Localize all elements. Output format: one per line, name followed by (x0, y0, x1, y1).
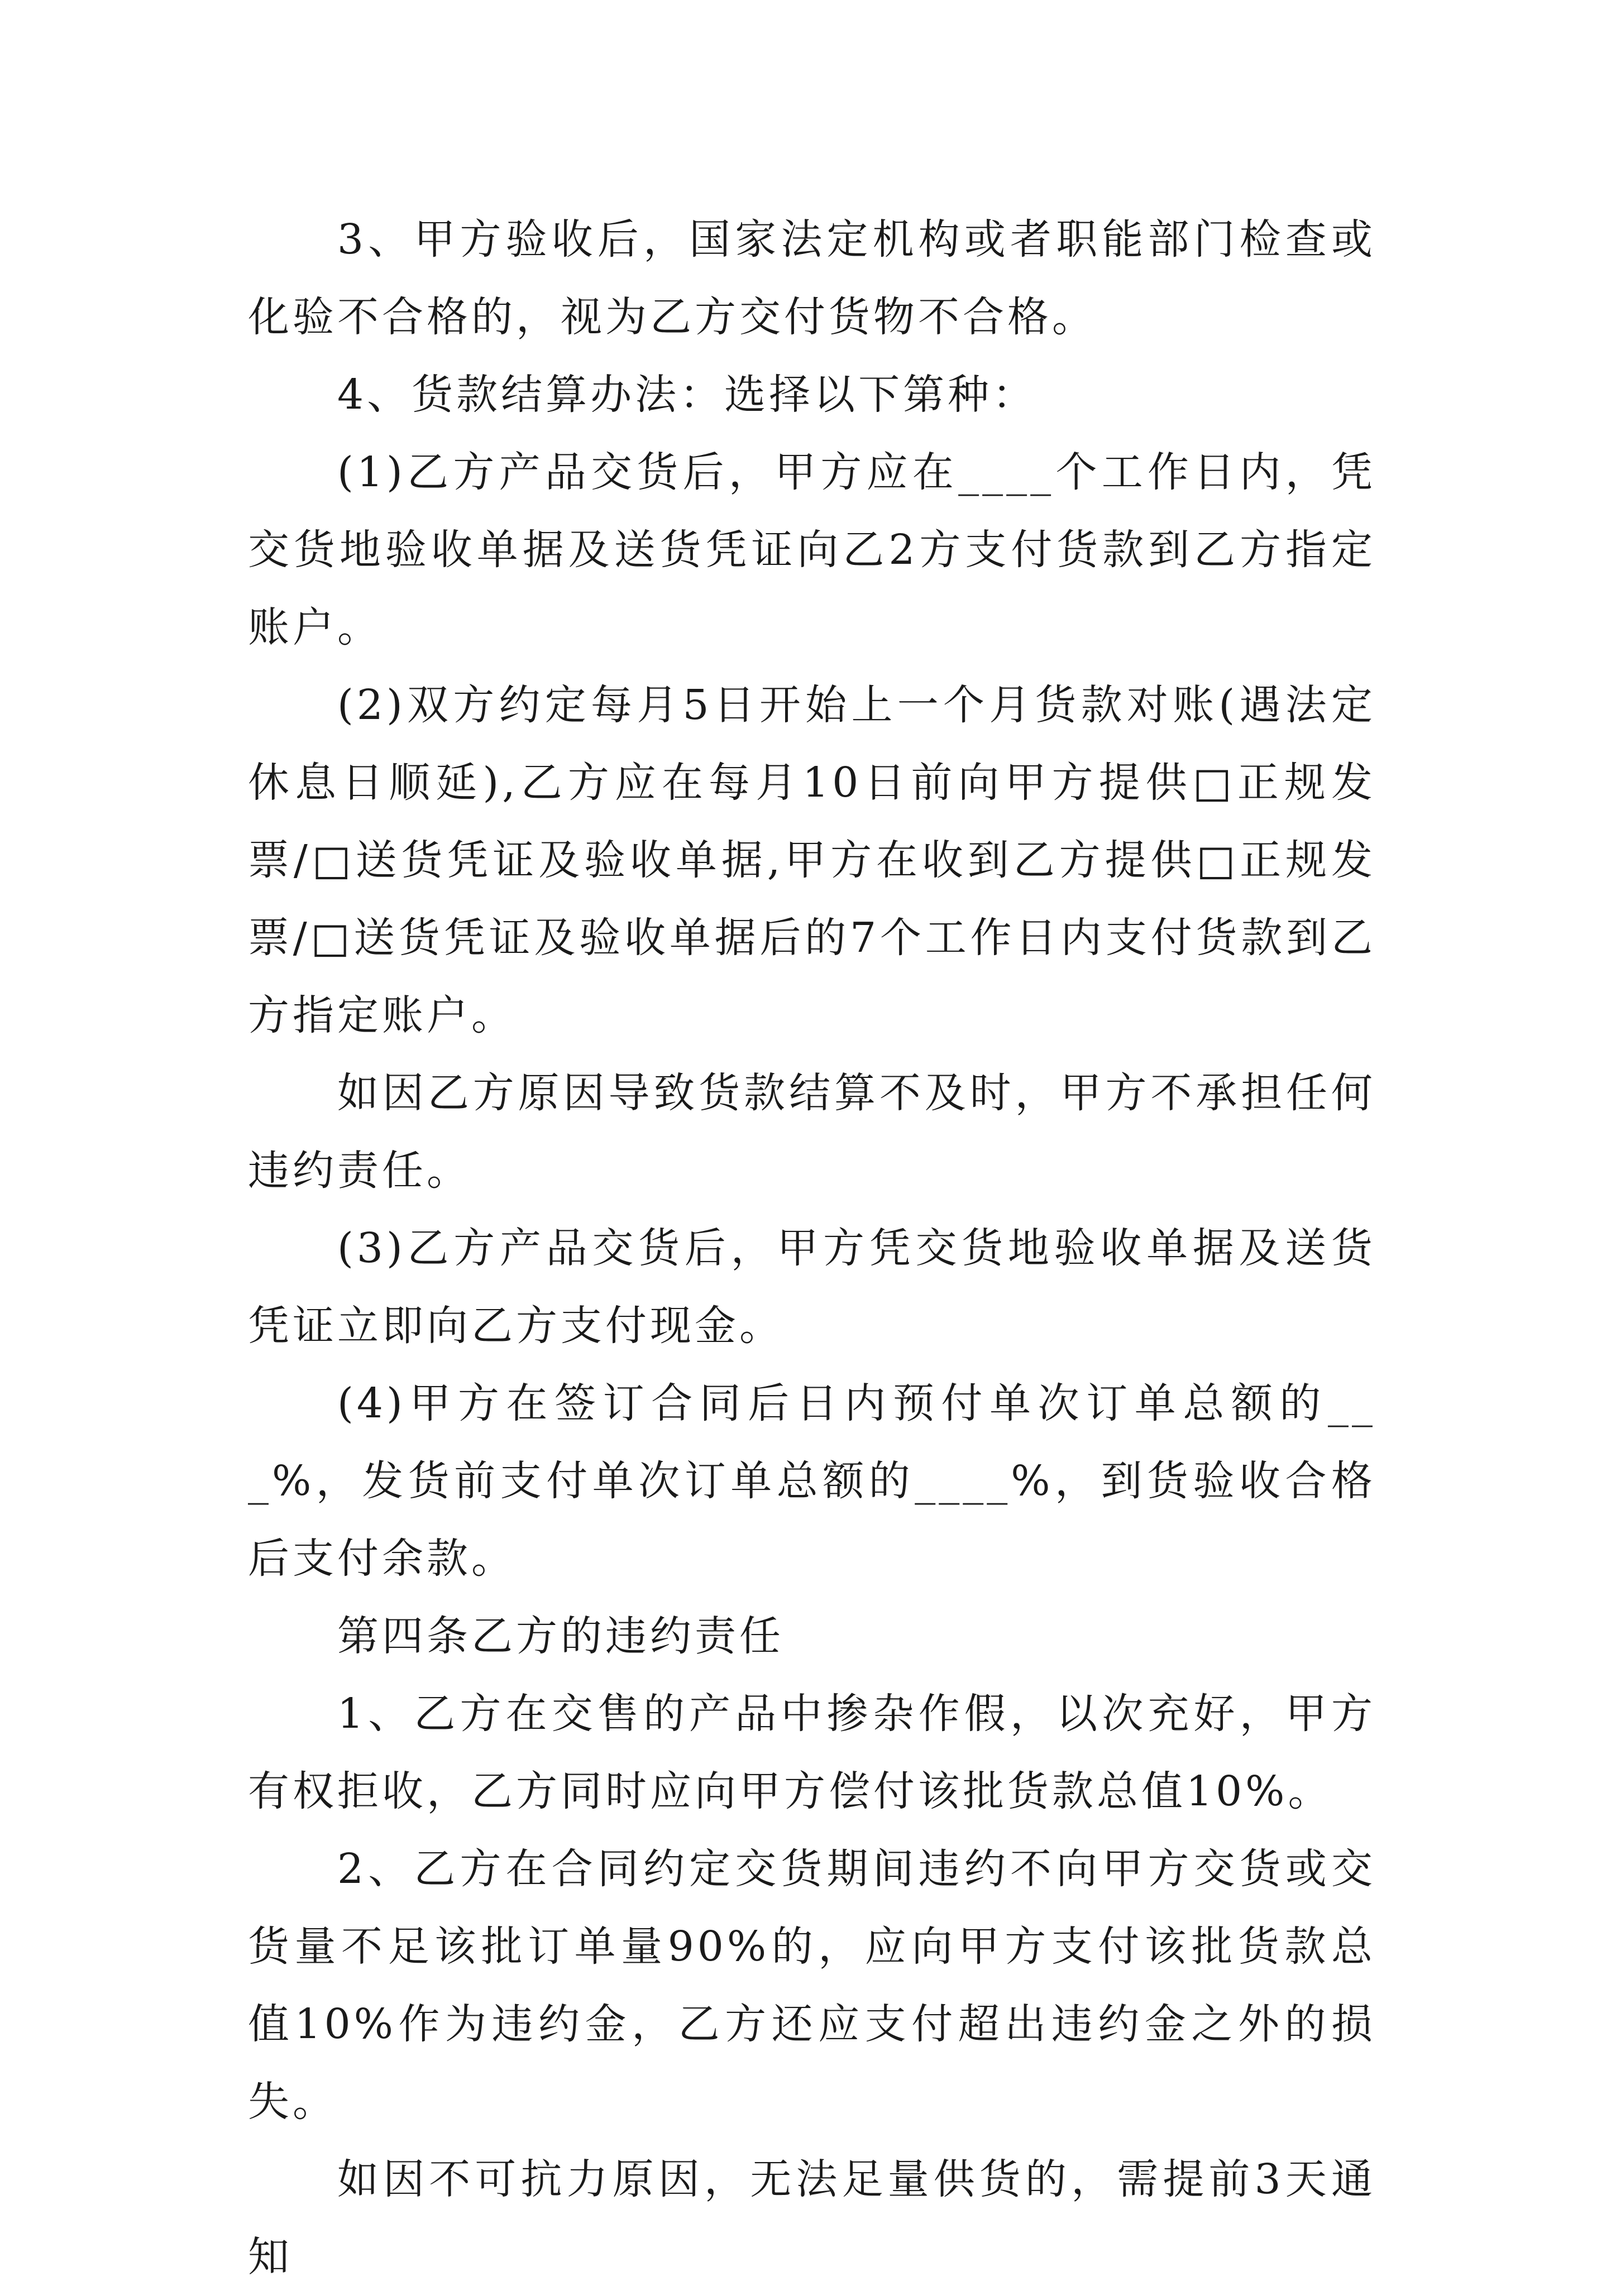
paragraph-option-2: (2)双方约定每月5日开始上一个月货款对账(遇法定休息日顺延),乙方应在每月10日前向甲方提供□正规发票/□送货凭证及验收单据,甲方在收到乙方提供□正规发票/□送货凭证及验收单据后的7个工作日内支付货款到乙方指定账户。 (248, 681, 1376, 1039)
paragraph-option-4: (4)甲方在签订合同后日内预付单次订单总额的___%，发货前支付单次订单总额的____%，到货验收合格后支付余款。 (248, 1379, 1376, 1583)
document-body (248, 201, 1376, 2296)
paragraph-liability-2: 2、乙方在合同约定交货期间违约不向甲方交货或交货量不足该批订单量90%的，应向甲方支付该批货款总值10%作为违约金，乙方还应支付超出违约金之外的损失。 (248, 1845, 1376, 2126)
paragraph-clause-3-inspection: 3、甲方验收后，国家法定机构或者职能部门检查或化验不合格的，视为乙方交付货物不合格。 (248, 215, 1376, 341)
paragraph-clause-4-settlement: 4、货款结算办法：选择以下第种： (337, 371, 1038, 419)
paragraph-settlement-delay: 如因乙方原因导致货款结算不及时，甲方不承担任何违约责任。 (248, 1069, 1376, 1195)
paragraph-force-majeure: 如因不可抗力原因，无法足量供货的，需提前3天通知 (248, 2155, 1376, 2281)
paragraph-option-1: (1)乙方产品交货后，甲方应在____个工作日内，凭交货地验收单据及送货凭证向乙2方支付货款到乙方指定账户。 (248, 448, 1376, 651)
paragraph-option-3: (3)乙方产品交货后，甲方凭交货地验收单据及送货凭证立即向乙方支付现金。 (248, 1224, 1376, 1350)
section-heading-article-4: 第四条乙方的违约责任 (337, 1612, 784, 1660)
paragraph-liability-1: 1、乙方在交售的产品中掺杂作假，以次充好，甲方有权拒收，乙方同时应向甲方偿付该批货款总值10%。 (248, 1690, 1376, 1815)
